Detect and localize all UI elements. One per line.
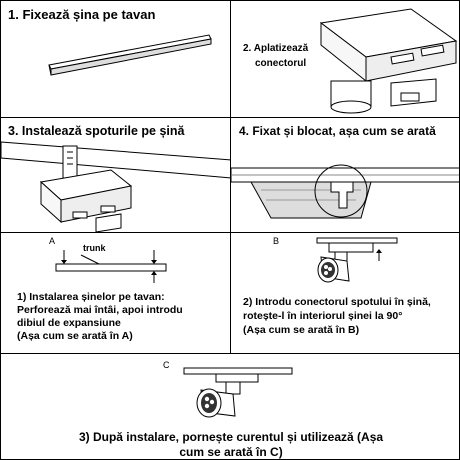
step-3-title: 3. Instalează spoturile pe șină <box>8 124 185 138</box>
figure-a-line-4: (Așa cum se arată în A) <box>17 330 133 342</box>
step-4-title: 4. Fixat și blocat, așa cum se arată <box>239 124 436 138</box>
spot-install-illustration <box>1 118 231 233</box>
figure-c-line-1: 3) După instalare, pornește curentul și utilizează (Așa <box>78 430 384 444</box>
lock-illustration <box>231 118 460 233</box>
panel-step-1 <box>0 0 231 118</box>
track-label: trunk <box>83 243 106 253</box>
panel-figure-b <box>230 232 460 354</box>
panel-step-2 <box>230 0 460 118</box>
figure-b-line-3: (Așa cum se arată în B) <box>243 324 360 336</box>
figure-b-letter: B <box>273 236 280 246</box>
figure-b-line-2: rotește-l în interiorul șinei la 90° <box>243 310 403 322</box>
figure-a-letter: A <box>49 236 56 246</box>
figure-c-letter: C <box>163 360 170 370</box>
step-2-label-line2: conectorul <box>255 58 307 69</box>
panel-step-3 <box>0 117 231 233</box>
figure-c-text <box>1 430 460 460</box>
figure-b-line-1: 2) Introdu conectorul spotului în șină, <box>243 296 431 308</box>
figure-c-line-2: cum se arată în C) <box>179 445 283 459</box>
step-2-label-line1: 2. Aplatizează <box>243 43 309 54</box>
panel-figure-c <box>0 353 460 460</box>
figure-b-text <box>243 295 431 337</box>
figure-a-line-3: dibiul de expansiune <box>17 317 121 329</box>
figure-a-text <box>17 291 183 343</box>
panel-step-4 <box>230 117 460 233</box>
figure-a-line-1: 1) Instalarea șinelor pe tavan: <box>17 291 165 303</box>
step-1-title: 1. Fixează șina pe tavan <box>8 7 156 22</box>
rail-illustration <box>1 1 231 118</box>
panel-figure-a <box>0 232 231 354</box>
figure-a-line-2: Perforează mai întâi, apoi introdu <box>17 304 183 316</box>
